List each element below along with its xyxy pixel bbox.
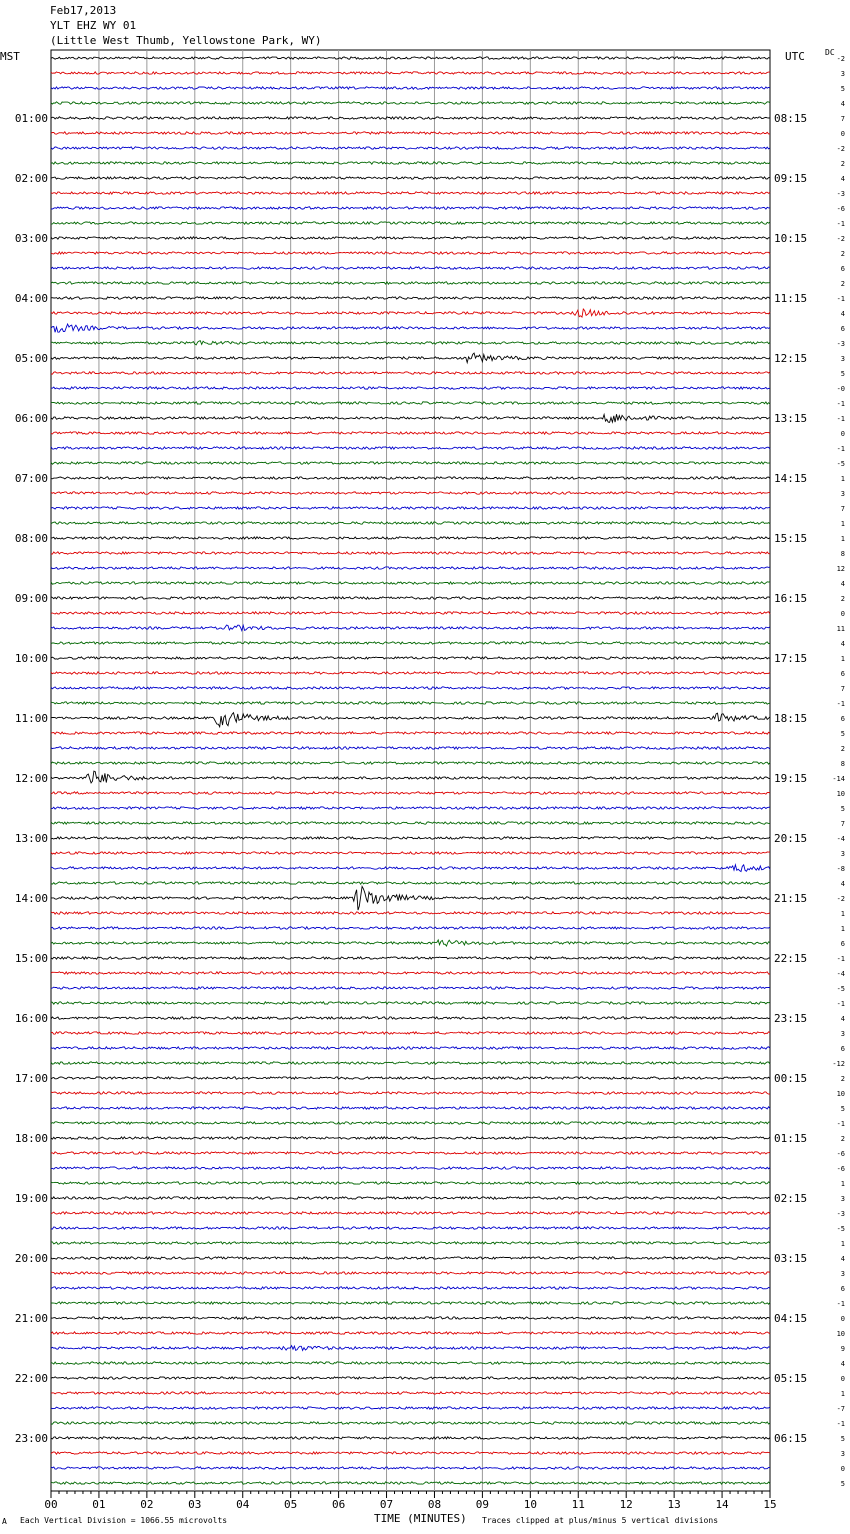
utc-hour-label: 05:15 [774, 1372, 808, 1385]
x-tick-label: 06 [331, 1498, 346, 1511]
dc-offset-label: -1 [836, 415, 845, 423]
seismic-trace [51, 625, 770, 631]
seismic-trace [51, 1182, 770, 1184]
dc-offset-label: 4 [840, 880, 845, 888]
dc-offset-label: 5 [840, 1480, 845, 1488]
dc-offset-label: -1 [836, 400, 845, 408]
clip-note: Traces clipped at plus/minus 5 vertical divisions [482, 1516, 719, 1525]
dc-offset-label: 5 [840, 85, 845, 93]
seismic-trace [51, 72, 770, 74]
dc-offset-label: 2 [840, 1135, 845, 1143]
seismic-trace [51, 353, 770, 363]
dc-offset-label: 0 [840, 1315, 845, 1323]
seismic-trace [51, 102, 770, 104]
dc-offset-label: 5 [840, 730, 845, 738]
seismic-trace [51, 1242, 770, 1244]
seismic-trace [51, 1032, 770, 1034]
seismic-trace [51, 1346, 770, 1351]
seismic-trace [51, 771, 770, 783]
seismic-trace [51, 1377, 770, 1379]
seismic-trace [51, 1332, 770, 1334]
dc-offset-label: 4 [840, 1015, 845, 1023]
dc-offset-label: 1 [840, 475, 845, 483]
dc-offset-label: -6 [836, 205, 845, 213]
dc-offset-label: 1 [840, 1390, 845, 1398]
utc-hour-label: 01:15 [774, 1132, 808, 1145]
mst-hour-label: 08:00 [14, 532, 48, 545]
utc-hour-label: 12:15 [774, 352, 808, 365]
seismic-trace [51, 207, 770, 209]
seismic-trace [51, 1167, 770, 1169]
seismic-trace [51, 642, 770, 644]
dc-offset-label: 7 [840, 115, 845, 123]
seismic-trace [51, 865, 770, 872]
mst-hour-label: 16:00 [14, 1012, 48, 1025]
mst-hour-label: 23:00 [14, 1432, 48, 1445]
mst-hour-label: 19:00 [14, 1192, 48, 1205]
mst-hour-label: 14:00 [14, 892, 48, 905]
dc-offset-label: 1 [840, 1180, 845, 1188]
dc-offset-label: 6 [840, 1045, 845, 1053]
x-tick-label: 01 [92, 1498, 106, 1511]
dc-offset-label: 8 [840, 550, 845, 558]
seismic-trace [51, 1467, 770, 1469]
dc-offset-label: 3 [840, 1450, 845, 1458]
utc-hour-label: 13:15 [774, 412, 808, 425]
seismic-trace [51, 237, 770, 239]
seismic-trace [51, 657, 770, 659]
seismic-trace [51, 414, 770, 422]
utc-hour-label: 09:15 [774, 172, 808, 185]
seismic-trace [51, 1257, 770, 1259]
dc-offset-label: 7 [840, 685, 845, 693]
dc-offset-label: 3 [840, 850, 845, 858]
seismic-trace [51, 192, 770, 194]
dc-offset-label: 12 [836, 565, 845, 573]
mst-hour-label: 05:00 [14, 352, 48, 365]
footer-mark: A [2, 1517, 7, 1526]
dc-offset-label: -14 [832, 775, 845, 783]
seismic-trace [51, 1317, 770, 1319]
dc-offset-label: 0 [840, 130, 845, 138]
x-axis-title: TIME (MINUTES) [374, 1512, 467, 1525]
dc-offset-label: 6 [840, 940, 845, 948]
seismic-trace [51, 297, 770, 299]
dc-offset-label: -2 [836, 145, 845, 153]
mst-hour-label: 13:00 [14, 832, 48, 845]
dc-offset-label: 0 [840, 1465, 845, 1473]
seismic-trace [51, 132, 770, 134]
utc-hour-label: 19:15 [774, 772, 808, 785]
dc-offset-label: 2 [840, 160, 845, 168]
seismic-trace [51, 822, 770, 824]
right-timezone-label: UTC [785, 50, 805, 63]
mst-hour-label: 07:00 [14, 472, 48, 485]
seismic-trace [51, 341, 770, 345]
dc-offset-label: 6 [840, 1285, 845, 1293]
dc-offset-label: 5 [840, 370, 845, 378]
seismic-trace [51, 282, 770, 284]
dc-offset-label: 2 [840, 745, 845, 753]
mst-hour-label: 18:00 [14, 1132, 48, 1145]
mst-hour-label: 10:00 [14, 652, 48, 665]
x-tick-label: 03 [188, 1498, 202, 1511]
dc-offset-label: 10 [836, 790, 845, 798]
dc-offset-label: 2 [840, 1075, 845, 1083]
dc-offset-label: 1 [840, 655, 845, 663]
seismic-trace [51, 1197, 770, 1199]
seismic-trace [51, 972, 770, 974]
dc-offset-label: -3 [836, 190, 845, 198]
utc-hour-label: 10:15 [774, 232, 808, 245]
seismic-trace [51, 447, 770, 449]
seismic-trace [51, 1302, 770, 1304]
utc-hour-label: 22:15 [774, 952, 808, 965]
seismic-trace [51, 1452, 770, 1454]
x-tick-label: 12 [619, 1498, 633, 1511]
dc-offset-label: -4 [836, 835, 845, 843]
seismic-trace [51, 807, 770, 809]
mst-hour-label: 15:00 [14, 952, 48, 965]
seismic-trace [51, 1077, 770, 1079]
x-tick-label: 13 [667, 1498, 681, 1511]
utc-hour-label: 14:15 [774, 472, 808, 485]
seismic-trace [51, 1122, 770, 1124]
mst-hour-label: 22:00 [14, 1372, 48, 1385]
dc-offset-label: -1 [836, 1000, 845, 1008]
dc-offset-label: 3 [840, 1270, 845, 1278]
seismic-trace [51, 309, 770, 317]
seismic-trace [51, 582, 770, 584]
dc-offset-label: 10 [836, 1330, 845, 1338]
dc-offset-label: -3 [836, 340, 845, 348]
dc-offset-label: 3 [840, 1030, 845, 1038]
seismic-trace [51, 747, 770, 749]
dc-offset-label: -1 [836, 1300, 845, 1308]
dc-offset-label: 4 [840, 640, 845, 648]
dc-offset-label: -8 [836, 865, 845, 873]
seismic-trace [51, 252, 770, 254]
utc-hour-label: 02:15 [774, 1192, 808, 1205]
dc-offset-label: 7 [840, 820, 845, 828]
utc-hour-label: 00:15 [774, 1072, 808, 1085]
dc-offset-label: -1 [836, 295, 845, 303]
mst-hour-label: 12:00 [14, 772, 48, 785]
seismic-trace [51, 1437, 770, 1439]
station-location: (Little West Thumb, Yellowstone Park, WY) [50, 34, 322, 47]
x-tick-label: 09 [475, 1498, 490, 1511]
x-tick-label: 02 [140, 1498, 154, 1511]
dc-offset-label: -1 [836, 1120, 845, 1128]
seismic-trace [51, 57, 770, 59]
dc-offset-label: 3 [840, 70, 845, 78]
mst-hour-label: 11:00 [14, 712, 48, 725]
seismic-trace [51, 1047, 770, 1049]
dc-offset-label: 3 [840, 1195, 845, 1203]
dc-offset-label: -5 [836, 460, 845, 468]
seismic-trace [51, 672, 770, 674]
dc-offset-label: -1 [836, 220, 845, 228]
seismic-trace [51, 1092, 770, 1094]
dc-offset-label: 5 [840, 805, 845, 813]
dc-offset-label: 0 [840, 1375, 845, 1383]
utc-hour-label: 16:15 [774, 592, 808, 605]
dc-offset-label: 1 [840, 925, 845, 933]
mst-hour-label: 04:00 [14, 292, 48, 305]
utc-hour-label: 23:15 [774, 1012, 808, 1025]
utc-hour-label: 06:15 [774, 1432, 808, 1445]
mst-hour-label: 06:00 [14, 412, 48, 425]
seismic-trace [51, 886, 770, 910]
seismic-trace [51, 1287, 770, 1289]
seismic-trace [51, 762, 770, 764]
seismic-trace [51, 612, 770, 614]
utc-hour-label: 17:15 [774, 652, 808, 665]
mst-hour-label: 02:00 [14, 172, 48, 185]
mst-hour-label: 03:00 [14, 232, 48, 245]
seismic-trace [51, 387, 770, 389]
seismic-trace [51, 713, 770, 727]
seismic-trace [51, 1137, 770, 1139]
dc-offset-label: 1 [840, 520, 845, 528]
mst-hour-label: 09:00 [14, 592, 48, 605]
utc-hour-label: 11:15 [774, 292, 808, 305]
seismic-trace [51, 537, 770, 539]
seismic-trace [51, 402, 770, 404]
utc-hour-label: 21:15 [774, 892, 808, 905]
dc-offset-label: -6 [836, 1165, 845, 1173]
dc-offset-label: -5 [836, 1225, 845, 1233]
mst-hour-label: 20:00 [14, 1252, 48, 1265]
seismic-trace [51, 267, 770, 269]
dc-offset-label: 7 [840, 505, 845, 513]
dc-offset-label: 4 [840, 1255, 845, 1263]
seismic-trace [51, 1422, 770, 1424]
seismic-trace [51, 147, 770, 149]
dc-offset-label: 4 [840, 100, 845, 108]
x-tick-label: 04 [236, 1498, 250, 1511]
plot-date: Feb17,2013 [50, 4, 117, 17]
dc-offset-label: 5 [840, 1105, 845, 1113]
seismic-trace [51, 837, 770, 839]
seismic-trace [51, 1482, 770, 1484]
dc-offset-label: -2 [836, 235, 845, 243]
seismic-trace [51, 702, 770, 704]
seismic-trace [51, 1407, 770, 1409]
dc-offset-label: 0 [840, 430, 845, 438]
dc-offset-label: 4 [840, 580, 845, 588]
seismic-trace [51, 987, 770, 989]
dc-offset-label: 4 [840, 310, 845, 318]
seismic-trace [51, 492, 770, 494]
dc-offset-label: 6 [840, 715, 845, 723]
dc-offset-label: -7 [836, 1405, 845, 1413]
seismic-trace [51, 792, 770, 794]
dc-offset-label: 5 [840, 1435, 845, 1443]
dc-offset-label: 1 [840, 910, 845, 918]
station-code: YLT EHZ WY 01 [50, 19, 137, 32]
dc-offset-label: 8 [840, 760, 845, 768]
seismic-trace [51, 687, 770, 689]
dc-offset-label: 9 [840, 1345, 845, 1353]
dc-offset-label: 4 [840, 1360, 845, 1368]
utc-hour-label: 18:15 [774, 712, 808, 725]
utc-hour-label: 03:15 [774, 1252, 808, 1265]
dc-offset-label: 2 [840, 250, 845, 258]
utc-hour-label: 04:15 [774, 1312, 808, 1325]
scale-note: Each Vertical Division = 1066.55 microvolts [20, 1516, 228, 1525]
seismic-trace [51, 477, 770, 479]
dc-offset-label: -1 [836, 1420, 845, 1428]
dc-offset-label: 6 [840, 325, 845, 333]
dc-offset-label: 1 [840, 535, 845, 543]
dc-offset-label: 4 [840, 175, 845, 183]
seismic-trace [51, 1272, 770, 1274]
seismic-trace [51, 1362, 770, 1364]
seismic-trace [51, 162, 770, 164]
dc-offset-label: 2 [840, 280, 845, 288]
dc-offset-label: 3 [840, 490, 845, 498]
seismic-trace [51, 522, 770, 524]
seismic-trace [51, 1152, 770, 1154]
seismic-trace [51, 852, 770, 854]
dc-offset-label: -12 [832, 1060, 845, 1068]
seismic-trace [51, 567, 770, 569]
x-tick-label: 05 [284, 1498, 298, 1511]
seismic-trace [51, 1107, 770, 1109]
x-tick-label: 07 [379, 1498, 394, 1511]
seismic-trace [51, 222, 770, 224]
dc-offset-label: -1 [836, 955, 845, 963]
seismic-trace [51, 462, 770, 464]
seismic-trace [51, 1392, 770, 1394]
dc-offset-label: 10 [836, 1090, 845, 1098]
seismic-trace [51, 1002, 770, 1004]
seismic-trace [51, 372, 770, 374]
x-tick-label: 11 [571, 1498, 585, 1511]
left-timezone-label: MST [0, 50, 20, 63]
seismic-trace [51, 117, 770, 119]
seismic-trace [51, 732, 770, 734]
seismic-trace [51, 507, 770, 509]
seismic-trace [51, 1062, 770, 1064]
dc-offset-label: 1 [840, 1240, 845, 1248]
utc-hour-label: 08:15 [774, 112, 808, 125]
x-tick-label: 15 [763, 1498, 777, 1511]
seismic-trace [51, 324, 770, 332]
x-tick-label: 14 [715, 1498, 729, 1511]
dc-offset-label: -1 [836, 445, 845, 453]
dc-offset-label: 11 [836, 625, 845, 633]
dc-offset-header: DC [825, 48, 835, 57]
x-tick-label: 10 [523, 1498, 537, 1511]
seismic-trace [51, 1017, 770, 1019]
seismic-trace [51, 957, 770, 959]
seismic-trace [51, 940, 770, 946]
dc-offset-label: 2 [840, 595, 845, 603]
dc-offset-label: 6 [840, 265, 845, 273]
seismic-trace [51, 87, 770, 89]
seismic-trace [51, 177, 770, 179]
utc-hour-label: 20:15 [774, 832, 808, 845]
seismic-trace [51, 1227, 770, 1229]
x-tick-label: 00 [44, 1498, 58, 1511]
seismic-trace [51, 927, 770, 929]
dc-offset-label: -0 [836, 385, 845, 393]
dc-offset-label: -2 [836, 895, 845, 903]
dc-offset-label: -1 [836, 700, 845, 708]
x-tick-label: 08 [427, 1498, 442, 1511]
dc-offset-label: -4 [836, 970, 845, 978]
mst-hour-label: 01:00 [14, 112, 48, 125]
seismic-trace [51, 597, 770, 599]
utc-hour-label: 15:15 [774, 532, 808, 545]
dc-offset-label: -6 [836, 1150, 845, 1158]
seismic-trace [51, 1212, 770, 1214]
dc-offset-label: 0 [840, 610, 845, 618]
seismic-trace [51, 552, 770, 554]
seismic-trace [51, 432, 770, 434]
seismic-trace [51, 882, 770, 884]
dc-offset-label: -3 [836, 1210, 845, 1218]
dc-offset-label: 6 [840, 670, 845, 678]
seismic-trace [51, 912, 770, 914]
dc-offset-label: -2 [836, 55, 845, 63]
dc-offset-label: 3 [840, 355, 845, 363]
mst-hour-label: 17:00 [14, 1072, 48, 1085]
mst-hour-label: 21:00 [14, 1312, 48, 1325]
dc-offset-label: -5 [836, 985, 845, 993]
